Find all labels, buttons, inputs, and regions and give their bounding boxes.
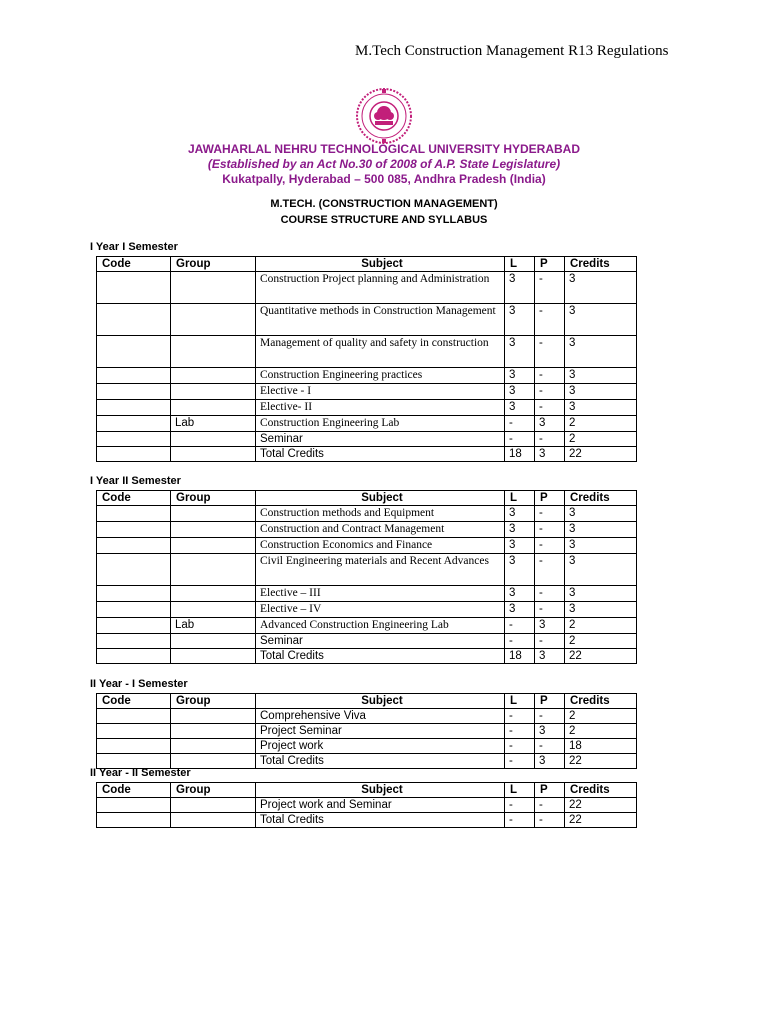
group-cell: Lab (171, 416, 256, 432)
subject-cell: Elective - I (256, 384, 505, 400)
table-row (97, 798, 637, 813)
code-cell (97, 724, 171, 739)
l-cell: - (505, 618, 535, 634)
column-header-code: Code (97, 783, 171, 798)
code-cell (97, 272, 171, 304)
semester-title: I Year II Semester (90, 475, 181, 487)
column-header-group: Group (171, 491, 256, 506)
column-header-subject: Subject (256, 491, 505, 506)
credits-cell: 3 (565, 304, 637, 336)
table-row (97, 384, 637, 400)
credits-cell: 3 (565, 602, 637, 618)
group-cell (171, 709, 256, 724)
university-established: (Established by an Act No.30 of 2008 of A.P. State Legislature) (207, 157, 561, 171)
table-row (97, 506, 637, 522)
p-cell: - (535, 554, 565, 586)
subject-cell: Management of quality and safety in construction (256, 336, 505, 368)
p-cell: 3 (535, 618, 565, 634)
code-cell (97, 416, 171, 432)
table-row (97, 368, 637, 384)
group-cell (171, 586, 256, 602)
table-header-row (97, 491, 637, 506)
table-header-row (97, 257, 637, 272)
total-credits: 22 (565, 649, 637, 664)
course-table (96, 490, 637, 664)
l-cell: - (505, 724, 535, 739)
table-row (97, 724, 637, 739)
university-name: JAWAHARLAL NEHRU TECHNOLOGICAL UNIVERSITY HYDERABAD (187, 142, 581, 156)
semester-title: I Year I Semester (90, 241, 178, 253)
subject-cell: Quantitative methods in Construction Management (256, 304, 505, 336)
p-cell: - (535, 384, 565, 400)
credits-cell: 18 (565, 739, 637, 754)
subject-cell: Comprehensive Viva (256, 709, 505, 724)
total-credits: 22 (565, 447, 637, 462)
p-cell: - (535, 538, 565, 554)
l-cell: 3 (505, 336, 535, 368)
semester-title: II Year - II Semester (90, 767, 191, 779)
l-cell: 3 (505, 522, 535, 538)
total-row (97, 813, 637, 828)
code-cell (97, 813, 171, 828)
column-header-l: L (505, 257, 535, 272)
total-p: 3 (535, 447, 565, 462)
group-cell (171, 272, 256, 304)
table-row (97, 739, 637, 754)
credits-cell: 3 (565, 272, 637, 304)
p-cell: - (535, 304, 565, 336)
p-cell: - (535, 336, 565, 368)
group-cell (171, 602, 256, 618)
table-row (97, 586, 637, 602)
l-cell: 3 (505, 272, 535, 304)
p-cell: 3 (535, 416, 565, 432)
table-row (97, 709, 637, 724)
code-cell (97, 432, 171, 447)
total-label: Total Credits (256, 649, 505, 664)
total-row (97, 447, 637, 462)
semester-title: II Year - I Semester (90, 678, 188, 690)
l-cell: 3 (505, 368, 535, 384)
group-cell (171, 400, 256, 416)
p-cell: - (535, 522, 565, 538)
credits-cell: 3 (565, 554, 637, 586)
credits-cell: 3 (565, 538, 637, 554)
subject-cell: Project work (256, 739, 505, 754)
code-cell (97, 400, 171, 416)
p-cell: 3 (535, 724, 565, 739)
table-header-row (97, 783, 637, 798)
l-cell: - (505, 798, 535, 813)
p-cell: - (535, 586, 565, 602)
group-cell (171, 506, 256, 522)
table-header-row (97, 694, 637, 709)
group-cell (171, 798, 256, 813)
subject-cell: Construction methods and Equipment (256, 506, 505, 522)
column-header-credits: Credits (565, 257, 637, 272)
group-cell (171, 384, 256, 400)
total-label: Total Credits (256, 813, 505, 828)
table-row (97, 272, 637, 304)
column-header-group: Group (171, 257, 256, 272)
code-cell (97, 384, 171, 400)
course-table (96, 256, 637, 462)
subject-cell: Construction Engineering Lab (256, 416, 505, 432)
l-cell: 3 (505, 384, 535, 400)
p-cell: - (535, 272, 565, 304)
code-cell (97, 634, 171, 649)
p-cell: - (535, 432, 565, 447)
column-header-code: Code (97, 257, 171, 272)
column-header-credits: Credits (565, 783, 637, 798)
subject-cell: Project Seminar (256, 724, 505, 739)
code-cell (97, 538, 171, 554)
group-cell (171, 724, 256, 739)
group-cell (171, 304, 256, 336)
code-cell (97, 602, 171, 618)
table-row (97, 634, 637, 649)
column-header-p: P (535, 491, 565, 506)
code-cell (97, 618, 171, 634)
group-cell (171, 522, 256, 538)
p-cell: - (535, 739, 565, 754)
university-address: Kukatpally, Hyderabad – 500 085, Andhra Pradesh (India) (222, 172, 546, 186)
subject-cell: Construction and Contract Management (256, 522, 505, 538)
page-header: M.Tech Construction Management R13 Regulations (355, 43, 669, 59)
total-p: - (535, 813, 565, 828)
group-cell (171, 649, 256, 664)
column-header-code: Code (97, 694, 171, 709)
total-credits: 22 (565, 813, 637, 828)
course-table (96, 693, 637, 769)
credits-cell: 22 (565, 798, 637, 813)
l-cell: - (505, 739, 535, 754)
credits-cell: 2 (565, 634, 637, 649)
l-cell: 3 (505, 304, 535, 336)
code-cell (97, 649, 171, 664)
column-header-p: P (535, 257, 565, 272)
table-row (97, 554, 637, 586)
table-row (97, 522, 637, 538)
code-cell (97, 798, 171, 813)
credits-cell: 2 (565, 432, 637, 447)
table-row (97, 304, 637, 336)
total-p: 3 (535, 754, 565, 769)
course-title: M.TECH. (CONSTRUCTION MANAGEMENT) (270, 198, 498, 210)
p-cell: - (535, 368, 565, 384)
subject-cell: Elective – IV (256, 602, 505, 618)
p-cell: - (535, 798, 565, 813)
table-row (97, 618, 637, 634)
subject-cell: Construction Engineering practices (256, 368, 505, 384)
subject-cell: Construction Project planning and Administration (256, 272, 505, 304)
p-cell: - (535, 709, 565, 724)
column-header-group: Group (171, 694, 256, 709)
l-cell: 3 (505, 538, 535, 554)
code-cell (97, 336, 171, 368)
group-cell (171, 538, 256, 554)
code-cell (97, 304, 171, 336)
group-cell (171, 336, 256, 368)
l-cell: 3 (505, 586, 535, 602)
code-cell (97, 506, 171, 522)
column-header-subject: Subject (256, 783, 505, 798)
group-cell (171, 432, 256, 447)
credits-cell: 3 (565, 400, 637, 416)
total-l: - (505, 754, 535, 769)
code-cell (97, 447, 171, 462)
total-l: 18 (505, 447, 535, 462)
column-header-l: L (505, 491, 535, 506)
credits-cell: 2 (565, 618, 637, 634)
column-header-group: Group (171, 783, 256, 798)
l-cell: 3 (505, 602, 535, 618)
total-row (97, 649, 637, 664)
table-row (97, 602, 637, 618)
group-cell (171, 368, 256, 384)
group-cell: Lab (171, 618, 256, 634)
table-row (97, 538, 637, 554)
course-table (96, 782, 637, 828)
credits-cell: 3 (565, 368, 637, 384)
group-cell (171, 634, 256, 649)
l-cell: - (505, 709, 535, 724)
table-row (97, 400, 637, 416)
total-label: Total Credits (256, 754, 505, 769)
l-cell: - (505, 432, 535, 447)
subject-cell: Construction Economics and Finance (256, 538, 505, 554)
subject-cell: Project work and Seminar (256, 798, 505, 813)
subject-cell: Elective – III (256, 586, 505, 602)
l-cell: 3 (505, 506, 535, 522)
code-cell (97, 522, 171, 538)
l-cell: - (505, 634, 535, 649)
l-cell: 3 (505, 400, 535, 416)
course-subtitle: COURSE STRUCTURE AND SYLLABUS (280, 214, 488, 226)
code-cell (97, 586, 171, 602)
group-cell (171, 554, 256, 586)
subject-cell: Elective- II (256, 400, 505, 416)
table-row (97, 336, 637, 368)
p-cell: - (535, 634, 565, 649)
code-cell (97, 554, 171, 586)
code-cell (97, 739, 171, 754)
university-logo-icon (349, 86, 419, 146)
total-l: - (505, 813, 535, 828)
subject-cell: Advanced Construction Engineering Lab (256, 618, 505, 634)
credits-cell: 3 (565, 586, 637, 602)
credits-cell: 2 (565, 416, 637, 432)
column-header-code: Code (97, 491, 171, 506)
column-header-l: L (505, 783, 535, 798)
credits-cell: 2 (565, 709, 637, 724)
p-cell: - (535, 602, 565, 618)
credits-cell: 3 (565, 522, 637, 538)
total-label: Total Credits (256, 447, 505, 462)
code-cell (97, 368, 171, 384)
column-header-subject: Subject (256, 694, 505, 709)
table-row (97, 416, 637, 432)
column-header-p: P (535, 783, 565, 798)
total-l: 18 (505, 649, 535, 664)
total-credits: 22 (565, 754, 637, 769)
credits-cell: 3 (565, 336, 637, 368)
column-header-credits: Credits (565, 491, 637, 506)
column-header-credits: Credits (565, 694, 637, 709)
group-cell (171, 813, 256, 828)
subject-cell: Seminar (256, 432, 505, 447)
group-cell (171, 739, 256, 754)
l-cell: - (505, 416, 535, 432)
p-cell: - (535, 506, 565, 522)
p-cell: - (535, 400, 565, 416)
group-cell (171, 447, 256, 462)
column-header-subject: Subject (256, 257, 505, 272)
l-cell: 3 (505, 554, 535, 586)
credits-cell: 3 (565, 384, 637, 400)
credits-cell: 3 (565, 506, 637, 522)
total-p: 3 (535, 649, 565, 664)
column-header-l: L (505, 694, 535, 709)
column-header-p: P (535, 694, 565, 709)
subject-cell: Seminar (256, 634, 505, 649)
code-cell (97, 709, 171, 724)
subject-cell: Civil Engineering materials and Recent Advances (256, 554, 505, 586)
table-row (97, 432, 637, 447)
credits-cell: 2 (565, 724, 637, 739)
